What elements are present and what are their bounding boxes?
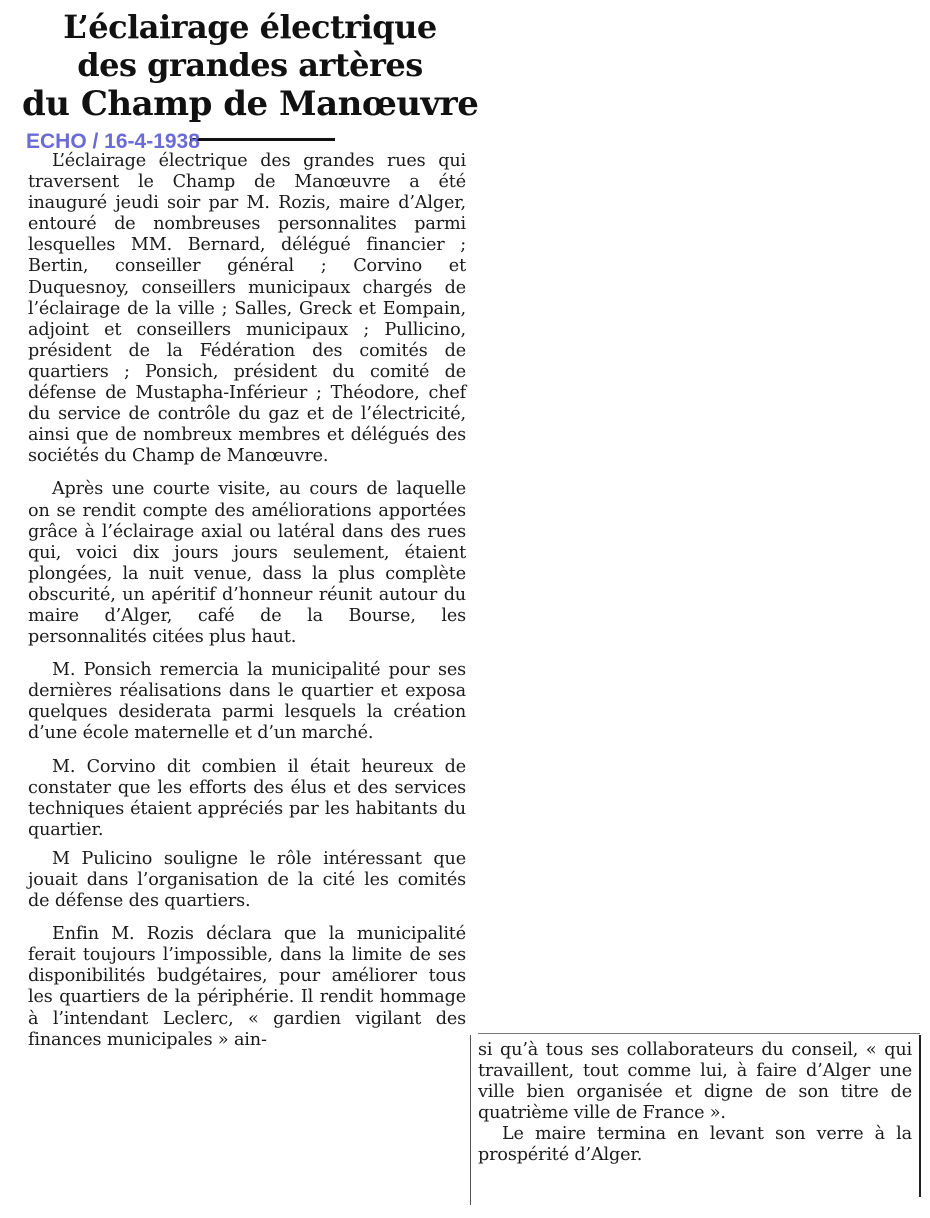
column-top-rule [478,1033,920,1034]
article-closing-paragraph: Le maire termina en levant son verre à la prospérité d’Alger. [478,1124,912,1166]
article-paragraph-3: M. Ponsich remercia la municipalité pour ses dernières réalisations dans le quartier et exposa quelques desiderata parmi lesquels la création d’une école maternelle et d’un marché. [28,660,466,744]
headline-line-1: L’éclairage électrique [63,8,437,46]
headline-line-2: des grandes artères [77,46,423,84]
article-paragraph-2: Après une courte visite, au cours de laquelle on se rendit compte des améliorations apportées grâce à l’éclairage axial ou latéral dans des rues qui, voici dix jours jours seulement, étaient plongées, la nuit venue, dass la plus complète obscurité, un apéritif d’honneur réunit autour du maire d’Alger, café de la Bourse, les personnalités citées plus haut. [28,479,466,648]
article-paragraph-5: M Pulicino souligne le rôle intéressant que jouait dans l’organisation de la cité les comités de défense des quartiers. [28,848,466,912]
article-paragraph-1: L’éclairage électrique des grandes rues qui traversent le Champ de Manœuvre a été inauguré jeudi soir par M. Rozis, maire d’Alger, entouré de nombreuses personnalites parmi lesquelles MM. Bernard, délégué financier ; Bertin, conseiller général ; Corvino et Duquesnoy, conseillers municipaux chargés de l’éclairage de la ville ; Salles, Greck et Eompain, adjoint et conseillers municipaux ; Pullicino, président de la Fédération des comités de quartiers ; Ponsich, président du comité de défense de Mustapha-Inférieur ; Théodore, chef du service de contrôle du gaz et de l’électricité, ainsi que de nombreux membres et délégués des sociétés du Champ de Manœuvre. [28,151,466,467]
article-paragraph-6: Enfin M. Rozis déclara que la municipalité ferait toujours l’impossible, dans la limite de ses disponibilités budgétaires, pour améliorer tous les quartiers de la périphérie. Il rendit hommage à l’intendant Leclerc, « gardien vigilant des finances municipales » ain- [28,924,466,1050]
article-right-column [478,1040,912,1167]
headline-rule [190,138,335,141]
article-continuation-paragraph: si qu’à tous ses collaborateurs du conseil, « qui travaillent, tout comme lui, à faire d’Alger une ville bien organisée et digne de son titre de quatrième ville de France ». [478,1040,912,1124]
article-paragraph-4: M. Corvino dit combien il était heureux de constater que les efforts des élus et des services techniques étaient appréciés par les habitants du quartier. [28,756,466,840]
archive-stamp: ECHO / 16-4-1938 [26,130,200,153]
article-left-column [28,151,466,1051]
headline-line-3: du Champ de Manœuvre [22,84,479,124]
column-divider [470,1035,471,1205]
column-right-border [919,1035,921,1197]
